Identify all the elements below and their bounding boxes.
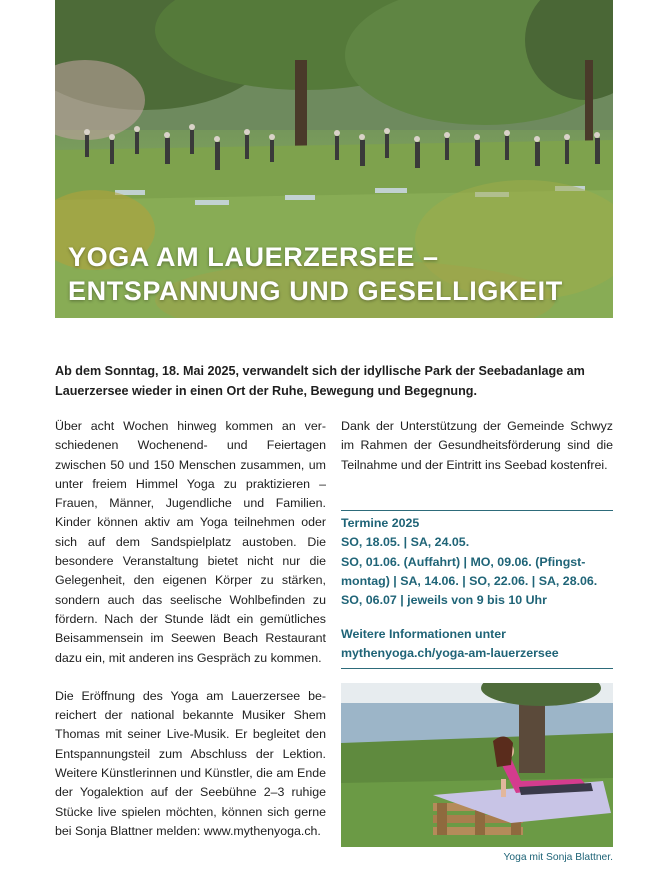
left-paragraph-2: Die Eröffnung des Yoga am Lauerzersee bereichert der national bekannte Musiker Shem Thomas mit seiner Live-Musik. Er begleitet den Entspannungsteil zum Abschluss der Lektion. Weitere Künstlerinnen und Künstler, die am Ende der Yogalektion auf der Seebühne 2–3 ruhige Stücke live spielen möchten, können sich gerne bei Sonja Blattner melden: www.mythenyoga.ch.: [55, 688, 326, 838]
right-paragraph: Dank der Unterstützung der Gemeinde Schwyz im Rahmen der Gesundheitsförderung sind die Teilnahme und der Eintritt ins Seebad kostenfrei.: [341, 419, 613, 472]
hero-title-line1: YOGA AM LAUERZERSEE –: [68, 242, 439, 272]
termine-line: SO, 18.05. | SA, 24.05.: [341, 535, 470, 550]
termine-divider: [341, 510, 613, 511]
left-paragraph-1: Über acht Wochen hinweg kommen an verschiedenen Wochenend- und Feiertagen zwischen 50 und 150 Menschen zusammen, um unter freiem Himmel Yoga zu praktizieren – Frauen, Männer, Jugendliche und Familien. Kinder können aktiv am Yoga teilnehmen oder sich auf dem Sandspielplatz austoben. Die besondere Veranstaltung bietet nicht nur die Gelegenheit, den eigenen Körper zu stärken, sondern auch das seelische Wohlbefinden zu fördern. Nach der Stunde lädt ein gemütliches Beisammensein im Seewen Beach Restaurant dazu ein, mit anderen ins Gespräch zu kommen.: [55, 419, 326, 665]
hero-title: [68, 240, 608, 308]
termine-box: [341, 510, 613, 610]
right-column: [341, 417, 613, 475]
termine-line: SO, 01.06. (Auffahrt) | MO, 09.06. (Pfingst-: [341, 554, 586, 569]
left-column: [55, 417, 326, 860]
hero-title-line2: ENTSPANNUNG UND GESELLIGKEIT: [68, 276, 563, 306]
termine-line: montag) | SA, 14.06. | SO, 22.06. | SA, 28.06.: [341, 573, 598, 588]
termine-dates: [341, 533, 613, 610]
termine-line: SO, 06.07 | jeweils von 9 bis 10 Uhr: [341, 593, 547, 608]
termine-heading: Termine 2025: [341, 516, 420, 530]
instructor-photo: [341, 683, 613, 847]
instructor-illustration: [341, 683, 613, 847]
info-label: Weitere Informationen unter: [341, 627, 506, 641]
hero-image: [55, 0, 613, 318]
info-box: [341, 625, 613, 669]
info-link[interactable]: mythenyoga.ch/yoga-am-lauerzersee: [341, 646, 559, 661]
photo-caption: Yoga mit Sonja Blattner.: [503, 852, 613, 863]
info-divider: [341, 668, 613, 669]
lead-paragraph: Ab dem Sonntag, 18. Mai 2025, verwandelt sich der idyllische Park der Seebadanlage am Lauerzersee wieder in einen Ort der Ruhe, Bewegung und Begegnung.: [55, 364, 585, 398]
